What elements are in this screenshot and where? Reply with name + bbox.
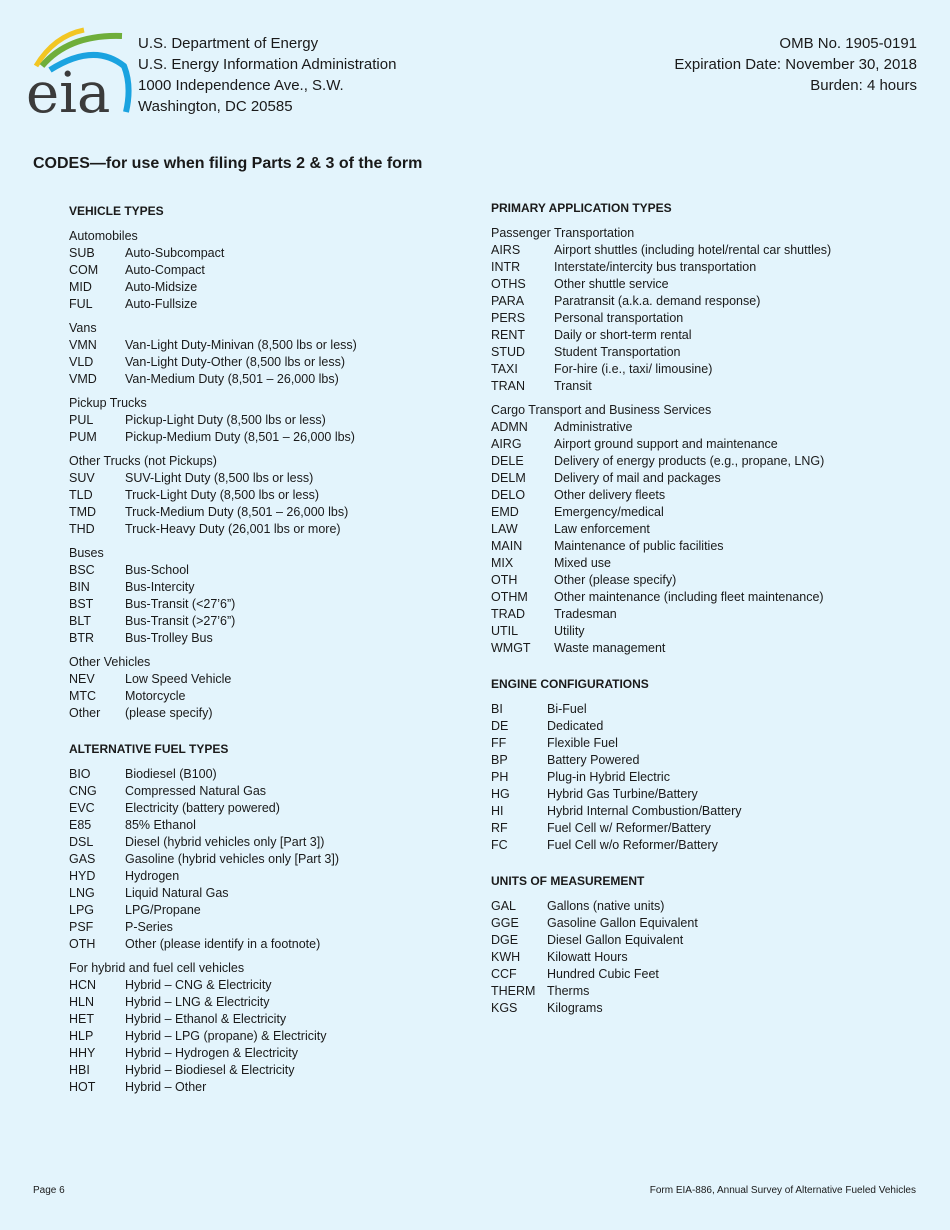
burden: Burden: 4 hours (810, 77, 917, 94)
form-name: Form EIA-886, Annual Survey of Alternative Fueled Vehicles (649, 1185, 916, 1196)
code-description: Hybrid – Ethanol & Electricity (125, 1012, 287, 1026)
code-row (69, 705, 469, 722)
code-description: Kilowatt Hours (547, 950, 628, 964)
code: COM (69, 263, 99, 277)
section-title: PRIMARY APPLICATION TYPES (491, 201, 672, 215)
code: BLT (69, 614, 91, 628)
code-row (69, 994, 469, 1011)
code-row (69, 579, 469, 596)
code-description: Liquid Natural Gas (125, 886, 229, 900)
code-row (491, 820, 931, 837)
code: TMD (69, 505, 97, 519)
code: HLP (69, 1029, 94, 1043)
group-label: Pickup Trucks (69, 396, 147, 410)
code: Other (69, 706, 101, 720)
code: GAS (69, 852, 96, 866)
code-description: Other shuttle service (554, 277, 669, 291)
code-group (69, 453, 469, 538)
code-description: Auto-Subcompact (125, 246, 225, 260)
code-description: Hundred Cubic Feet (547, 967, 659, 981)
code-description: Emergency/medical (554, 505, 664, 519)
code: DGE (491, 933, 519, 947)
code-group (69, 320, 469, 388)
code-description: Paratransit (a.k.a. demand response) (554, 294, 761, 308)
code: TRAN (491, 379, 526, 393)
code-description: Gasoline Gallon Equivalent (547, 916, 698, 930)
code-row (491, 259, 931, 276)
code-description: Kilograms (547, 1001, 603, 1015)
code-description: Administrative (554, 420, 633, 434)
code-description: SUV-Light Duty (8,500 lbs or less) (125, 471, 314, 485)
left-column (69, 203, 469, 1115)
code-row (69, 1045, 469, 1062)
code-description: Airport ground support and maintenance (554, 437, 778, 451)
code-row (69, 671, 469, 688)
group-label: Cargo Transport and Business Services (491, 403, 712, 417)
code: BIO (69, 767, 91, 781)
code: MID (69, 280, 92, 294)
code-description: Diesel Gallon Equivalent (547, 933, 684, 947)
code: EMD (491, 505, 519, 519)
code: HET (69, 1012, 94, 1026)
code: INTR (491, 260, 521, 274)
code-description: Delivery of mail and packages (554, 471, 721, 485)
code-row (491, 623, 931, 640)
code-row (491, 436, 931, 453)
code-description: Motorcycle (125, 689, 186, 703)
code-row (491, 572, 931, 589)
code-description: Truck-Medium Duty (8,501 – 26,000 lbs) (125, 505, 349, 519)
section-title: ENGINE CONFIGURATIONS (491, 677, 649, 691)
code-row (491, 701, 931, 718)
code-row (69, 688, 469, 705)
code: CCF (491, 967, 517, 981)
code: FC (491, 838, 508, 852)
group-label: Buses (69, 546, 104, 560)
code-row (491, 915, 931, 932)
page-number: Page 6 (33, 1185, 65, 1196)
code-description: Auto-Midsize (125, 280, 198, 294)
code-description: Bus-Transit (>27’6”) (125, 614, 236, 628)
code-group (69, 960, 469, 1096)
code-description: Electricity (battery powered) (125, 801, 280, 815)
expiration-date: Expiration Date: November 30, 2018 (674, 56, 917, 73)
code-row (491, 310, 931, 327)
code-description: (please specify) (125, 706, 213, 720)
code: BI (491, 702, 503, 716)
code-description: Other (please specify) (554, 573, 677, 587)
code: AIRS (491, 243, 521, 257)
code-row (491, 521, 931, 538)
code-row (491, 361, 931, 378)
code: MIX (491, 556, 514, 570)
code-row (491, 276, 931, 293)
code-description: Utility (554, 624, 585, 638)
code: FUL (69, 297, 93, 311)
code-description: Pickup-Medium Duty (8,501 – 26,000 lbs) (125, 430, 355, 444)
code-row (69, 902, 469, 919)
code-description: Hybrid Gas Turbine/Battery (547, 787, 698, 801)
code-row (69, 1062, 469, 1079)
code-description: Fuel Cell w/ Reformer/Battery (547, 821, 711, 835)
code-description: Biodiesel (B100) (125, 767, 217, 781)
code-group (69, 395, 469, 446)
code-description: Personal transportation (554, 311, 684, 325)
code: FF (491, 736, 507, 750)
code: VMD (69, 372, 97, 386)
code: NEV (69, 672, 95, 686)
code-description: Fuel Cell w/o Reformer/Battery (547, 838, 718, 852)
code-row (69, 262, 469, 279)
code-row (491, 293, 931, 310)
code-row (69, 279, 469, 296)
code-row (491, 487, 931, 504)
code-description: Truck-Light Duty (8,500 lbs or less) (125, 488, 320, 502)
code: HOT (69, 1080, 96, 1094)
code: PARA (491, 294, 525, 308)
code-description: Truck-Heavy Duty (26,001 lbs or more) (125, 522, 341, 536)
code: LAW (491, 522, 518, 536)
code-description: For-hire (i.e., taxi/ limousine) (554, 362, 713, 376)
code: BSC (69, 563, 95, 577)
code: DELO (491, 488, 526, 502)
code-description: Van-Medium Duty (8,501 – 26,000 lbs) (125, 372, 339, 386)
code: E85 (69, 818, 92, 832)
code-description: Bus-Intercity (125, 580, 195, 594)
code-group (69, 228, 469, 313)
code-description: Waste management (554, 641, 666, 655)
code-row (69, 521, 469, 538)
code: HI (491, 804, 504, 818)
code: TRAD (491, 607, 526, 621)
code-description: Tradesman (554, 607, 617, 621)
code-row (69, 245, 469, 262)
code-row (69, 337, 469, 354)
group-label: Vans (69, 321, 97, 335)
code: VMN (69, 338, 97, 352)
agency-line: 1000 Independence Ave., S.W. (138, 77, 344, 94)
code-row (69, 596, 469, 613)
code-group (69, 766, 469, 953)
code-description: Diesel (hybrid vehicles only [Part 3]) (125, 835, 325, 849)
svg-text:eia: eia (26, 61, 111, 118)
group-label: For hybrid and fuel cell vehicles (69, 961, 245, 975)
code-row (69, 487, 469, 504)
code: MAIN (491, 539, 523, 553)
code-row (491, 453, 931, 470)
code-row (69, 800, 469, 817)
code: PUL (69, 413, 94, 427)
code-description: Flexible Fuel (547, 736, 618, 750)
code-section (491, 676, 931, 854)
page-title: CODES—for use when filing Parts 2 & 3 of the form (33, 155, 423, 172)
code-row (69, 470, 469, 487)
code: KGS (491, 1001, 518, 1015)
code-row (69, 885, 469, 902)
code-description: Hybrid – Biodiesel & Electricity (125, 1063, 295, 1077)
code: BTR (69, 631, 94, 645)
code-description: Low Speed Vehicle (125, 672, 232, 686)
code: SUB (69, 246, 95, 260)
code-row (69, 371, 469, 388)
code: LNG (69, 886, 95, 900)
code: HLN (69, 995, 95, 1009)
section-title: UNITS OF MEASUREMENT (491, 874, 645, 888)
code-description: Hybrid – Hydrogen & Electricity (125, 1046, 298, 1060)
group-label: Other Trucks (not Pickups) (69, 454, 217, 468)
code-row (491, 504, 931, 521)
code: SUV (69, 471, 95, 485)
code-row (491, 786, 931, 803)
code-description: Compressed Natural Gas (125, 784, 267, 798)
code-row (491, 378, 931, 395)
code: RENT (491, 328, 526, 342)
code: STUD (491, 345, 526, 359)
code-description: Other delivery fleets (554, 488, 666, 502)
code-row (69, 919, 469, 936)
code-description: Battery Powered (547, 753, 640, 767)
code-description: Law enforcement (554, 522, 650, 536)
code-group (491, 402, 931, 657)
code-description: Interstate/intercity bus transportation (554, 260, 757, 274)
code-description: Therms (547, 984, 590, 998)
code: DE (491, 719, 509, 733)
code-description: Van-Light Duty-Other (8,500 lbs or less) (125, 355, 346, 369)
code-description: Transit (554, 379, 592, 393)
code-description: Hybrid – Other (125, 1080, 207, 1094)
code-description: Van-Light Duty-Minivan (8,500 lbs or less) (125, 338, 357, 352)
code-row (491, 932, 931, 949)
code: THERM (491, 984, 536, 998)
code-row (69, 562, 469, 579)
code: MTC (69, 689, 97, 703)
code-description: Hybrid Internal Combustion/Battery (547, 804, 742, 818)
group-label: Passenger Transportation (491, 226, 635, 240)
code: HYD (69, 869, 96, 883)
code-row (69, 354, 469, 371)
code-row (491, 327, 931, 344)
code-description: Delivery of energy products (e.g., propane, LNG) (554, 454, 825, 468)
code: HHY (69, 1046, 96, 1060)
code-description: Pickup-Light Duty (8,500 lbs or less) (125, 413, 326, 427)
code-description: Bus-Transit (<27’6”) (125, 597, 236, 611)
code-description: Gasoline (hybrid vehicles only [Part 3]) (125, 852, 339, 866)
code-row (69, 851, 469, 868)
code-description: Hybrid – LNG & Electricity (125, 995, 270, 1009)
code-row (491, 640, 931, 657)
code-section (69, 203, 469, 722)
code: VLD (69, 355, 94, 369)
code-row (69, 613, 469, 630)
code-description: P-Series (125, 920, 173, 934)
code: OTHS (491, 277, 526, 291)
code: ADMN (491, 420, 528, 434)
code-row (69, 1011, 469, 1028)
code-row (491, 966, 931, 983)
code-row (491, 538, 931, 555)
code: GGE (491, 916, 519, 930)
code: PSF (69, 920, 94, 934)
code-row (69, 296, 469, 313)
code-group (491, 701, 931, 854)
code: TLD (69, 488, 93, 502)
code-section (491, 873, 931, 1017)
code-row (491, 589, 931, 606)
code-group (69, 654, 469, 722)
code-row (491, 555, 931, 572)
code-row (69, 1079, 469, 1096)
code-row (69, 429, 469, 446)
code: DELM (491, 471, 526, 485)
code: OTHM (491, 590, 528, 604)
code-description: Other maintenance (including fleet maintenance) (554, 590, 824, 604)
code: BST (69, 597, 94, 611)
code: LPG (69, 903, 95, 917)
code: TAXI (491, 362, 518, 376)
agency-line: U.S. Department of Energy (138, 35, 319, 52)
code-row (491, 803, 931, 820)
code-row (69, 868, 469, 885)
code-description: Maintenance of public facilities (554, 539, 724, 553)
section-title: ALTERNATIVE FUEL TYPES (69, 742, 229, 756)
right-column (491, 200, 931, 1036)
code: PH (491, 770, 509, 784)
code-description: Airport shuttles (including hotel/rental car shuttles) (554, 243, 832, 257)
code-row (491, 983, 931, 1000)
omb-number: OMB No. 1905-0191 (779, 35, 917, 52)
code-description: Other (please identify in a footnote) (125, 937, 321, 951)
code-description: LPG/Propane (125, 903, 201, 917)
code: HCN (69, 978, 97, 992)
code-row (491, 718, 931, 735)
code: KWH (491, 950, 521, 964)
code-row (491, 752, 931, 769)
code-description: Hydrogen (125, 869, 180, 883)
code-row (69, 834, 469, 851)
group-label: Other Vehicles (69, 655, 151, 669)
code-row (69, 977, 469, 994)
code-row (491, 898, 931, 915)
code: GAL (491, 899, 517, 913)
code: UTIL (491, 624, 519, 638)
code-row (69, 783, 469, 800)
code-description: Gallons (native units) (547, 899, 665, 913)
agency-line: Washington, DC 20585 (138, 98, 293, 115)
code: BIN (69, 580, 90, 594)
code-row (491, 1000, 931, 1017)
agency-line: U.S. Energy Information Administration (138, 56, 397, 73)
code-description: 85% Ethanol (125, 818, 196, 832)
code-group (491, 898, 931, 1017)
code-description: Hybrid – CNG & Electricity (125, 978, 272, 992)
code-row (69, 412, 469, 429)
code: THD (69, 522, 95, 536)
code-row (69, 817, 469, 834)
code-row (69, 936, 469, 953)
code-description: Bus-School (125, 563, 189, 577)
code-section (491, 200, 931, 657)
code-description: Student Transportation (554, 345, 681, 359)
code-description: Daily or short-term rental (554, 328, 692, 342)
code-row (491, 949, 931, 966)
agency-address (138, 33, 396, 117)
code-row (491, 242, 931, 259)
code: CNG (69, 784, 97, 798)
code-description: Hybrid – LPG (propane) & Electricity (125, 1029, 327, 1043)
code-description: Mixed use (554, 556, 611, 570)
code-row (491, 769, 931, 786)
code-description: Auto-Compact (125, 263, 205, 277)
code: OTH (491, 573, 518, 587)
code-row (491, 606, 931, 623)
code-group (69, 545, 469, 647)
omb-info (674, 33, 917, 96)
code-row (69, 504, 469, 521)
code-section (69, 741, 469, 1096)
code: OTH (69, 937, 96, 951)
code: HG (491, 787, 510, 801)
code-row (491, 419, 931, 436)
code-group (491, 225, 931, 395)
code: RF (491, 821, 508, 835)
code-row (69, 630, 469, 647)
code-row (69, 1028, 469, 1045)
code-description: Bi-Fuel (547, 702, 587, 716)
code: HBI (69, 1063, 90, 1077)
code: PUM (69, 430, 97, 444)
code-description: Dedicated (547, 719, 604, 733)
code: AIRG (491, 437, 522, 451)
code-description: Auto-Fullsize (125, 297, 198, 311)
code-row (491, 344, 931, 361)
code-row (69, 766, 469, 783)
code: PERS (491, 311, 526, 325)
code: DELE (491, 454, 524, 468)
code-description: Plug-in Hybrid Electric (547, 770, 670, 784)
code-row (491, 837, 931, 854)
code: EVC (69, 801, 95, 815)
code: BP (491, 753, 508, 767)
group-label: Automobiles (69, 229, 138, 243)
code-description: Bus-Trolley Bus (125, 631, 213, 645)
code: DSL (69, 835, 94, 849)
eia-logo (24, 26, 136, 118)
code-row (491, 735, 931, 752)
code-row (491, 470, 931, 487)
section-title: VEHICLE TYPES (69, 204, 164, 218)
code: WMGT (491, 641, 531, 655)
